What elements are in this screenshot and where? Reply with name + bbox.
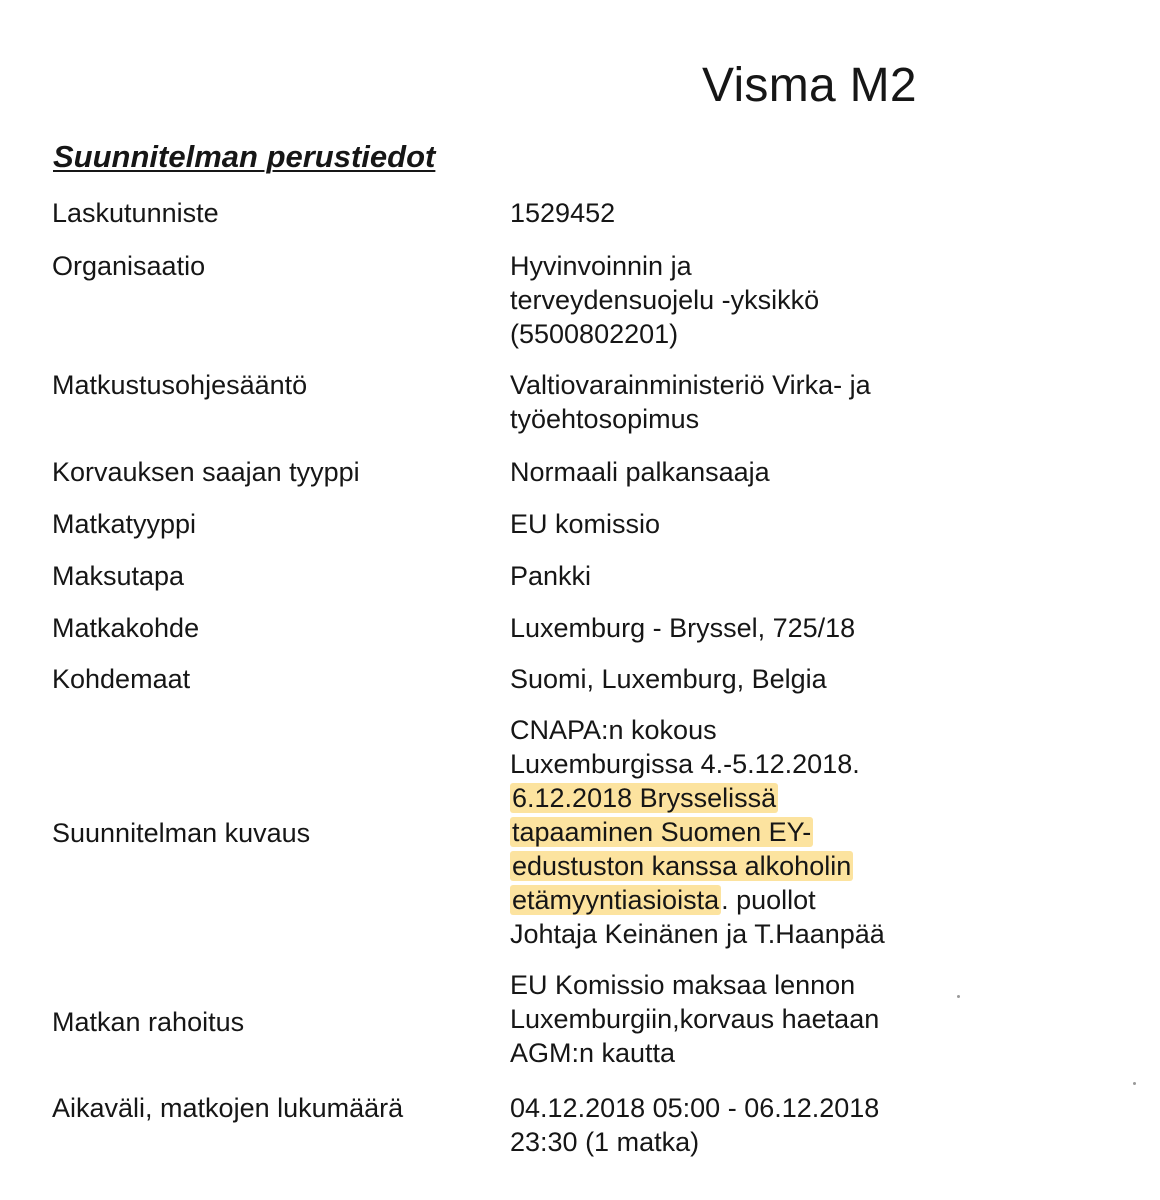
value-line: työehtosopimus <box>510 404 700 434</box>
value-line: Pankki <box>510 561 592 591</box>
label-laskutunniste: Laskutunniste <box>52 198 219 228</box>
highlighted-text: etämyyntiasioista <box>512 885 720 915</box>
value-line: Hyvinvoinnin ja <box>510 251 692 281</box>
value-line: Luxemburgissa 4.-5.12.2018. <box>510 749 860 779</box>
label-maksutapa: Maksutapa <box>52 561 185 591</box>
value-maksutapa <box>510 559 591 593</box>
label-organisaatio: Organisaatio <box>52 251 206 281</box>
value-line: Valtiovarainministeriö Virka- ja <box>510 370 871 400</box>
value-line: Johtaja Keinänen ja T.Haanpää <box>510 919 885 949</box>
label-aikavali: Aikaväli, matkojen lukumäärä <box>52 1093 404 1123</box>
value-line: Normaali palkansaaja <box>510 457 770 487</box>
label-kohdemaat: Kohdemaat <box>52 664 191 694</box>
label-matkakohde: Matkakohde <box>52 613 200 643</box>
description-tail: . puollot <box>721 885 816 915</box>
value-line: 23:30 (1 matka) <box>510 1127 700 1157</box>
value-line: Luxemburgiin,korvaus haetaan <box>510 1004 880 1034</box>
section-heading: Suunnitelman perustiedot <box>53 139 436 174</box>
value-line: Suomi, Luxemburg, Belgia <box>510 664 827 694</box>
value-line: terveydensuojelu -yksikkö <box>510 285 820 315</box>
value-matkatyyppi <box>510 507 660 541</box>
scan-speck <box>1133 1082 1136 1085</box>
highlighted-text: 6.12.2018 Brysselissä <box>512 783 777 813</box>
value-korvauksen-saajan-tyyppi <box>510 455 770 489</box>
value-line: 1529452 <box>510 198 616 228</box>
label-matkatyyppi: Matkatyyppi <box>52 509 197 539</box>
label-korvauksen-saajan-tyyppi: Korvauksen saajan tyyppi <box>52 457 360 487</box>
value-matkakohde <box>510 611 855 645</box>
label-suunnitelman-kuvaus: Suunnitelman kuvaus <box>52 818 311 848</box>
highlighted-text: tapaaminen Suomen EY- <box>512 817 812 847</box>
value-organisaatio <box>510 249 819 351</box>
value-line: (5500802201) <box>510 319 679 349</box>
value-line <box>510 815 885 849</box>
value-line <box>510 849 885 883</box>
document-title: Visma M2 <box>702 59 917 112</box>
value-laskutunniste <box>510 196 615 230</box>
value-line: 04.12.2018 05:00 - 06.12.2018 <box>510 1093 880 1123</box>
label-matkustusohjesaanto: Matkustusohjesääntö <box>52 370 308 400</box>
label-matkan-rahoitus: Matkan rahoitus <box>52 1007 245 1037</box>
value-line: Luxemburg - Bryssel, 725/18 <box>510 613 856 643</box>
value-line: CNAPA:n kokous <box>510 715 717 745</box>
value-kohdemaat <box>510 662 827 696</box>
value-line <box>510 781 885 815</box>
value-line <box>510 883 885 917</box>
value-matkan-rahoitus <box>510 968 879 1070</box>
value-matkustusohjesaanto <box>510 368 871 436</box>
value-line: EU Komissio maksaa lennon <box>510 970 856 1000</box>
value-line: EU komissio <box>510 509 661 539</box>
highlighted-text: edustuston kanssa alkoholin <box>512 851 852 881</box>
scan-speck <box>957 995 960 998</box>
value-aikavali <box>510 1091 879 1159</box>
value-suunnitelman-kuvaus <box>510 713 885 951</box>
value-line: AGM:n kautta <box>510 1038 676 1068</box>
